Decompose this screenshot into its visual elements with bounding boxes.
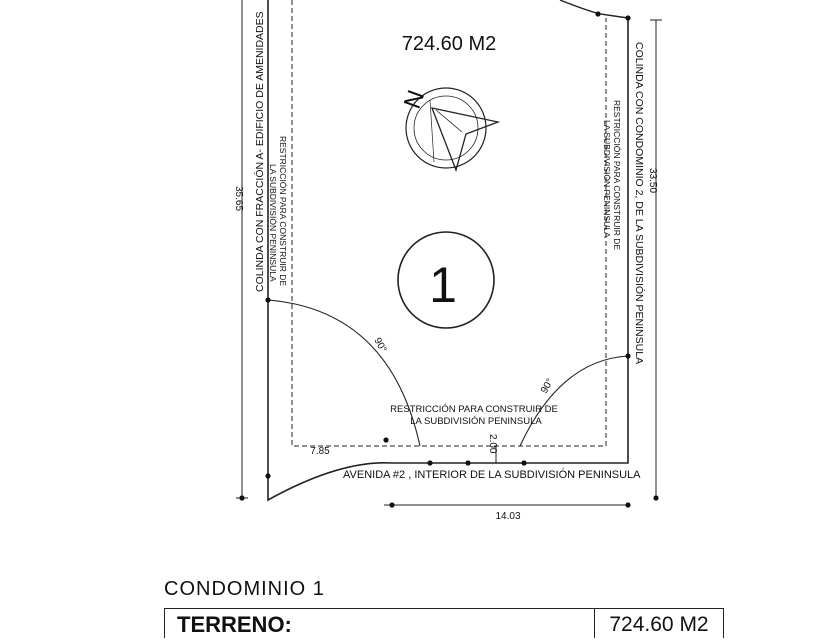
restriction-right-line-2: LA SUBDIVISIÓN PENINSULA bbox=[602, 120, 612, 238]
angle-arc-right bbox=[520, 356, 628, 446]
condominio-title: CONDOMINIO 1 bbox=[164, 578, 325, 600]
terreno-table bbox=[164, 608, 724, 638]
lot-area-label: 724.60 M2 bbox=[401, 33, 497, 55]
north-symbol-icon: N bbox=[398, 86, 431, 113]
front-length-dimension: 14.03 bbox=[495, 511, 521, 522]
lot-number-label: 1 bbox=[429, 257, 457, 313]
restriction-bottom-line-2: LA SUBDIVISIÓN PENINSULA bbox=[410, 416, 542, 427]
restriction-left-line-1: RESTRICCIÓN PARA CONSTRUIR DE bbox=[278, 136, 288, 287]
west-boundary-label: COLINDA CON FRACCIÓN A- EDIFICIO DE AMENIDADES bbox=[254, 11, 266, 292]
setback-line bbox=[292, 0, 606, 446]
restriction-right-line-1: RESTRICCIÓN PARA CONSTRUIR DE bbox=[612, 100, 622, 251]
east-length-dimension: 33.50 bbox=[647, 168, 658, 194]
restriction-bottom-line-1: RESTRICCIÓN PARA CONSTRUIR DE bbox=[390, 404, 558, 415]
restriction-left-line-2: LA SUBDIVISIÓN PENINSULA bbox=[268, 164, 278, 282]
east-boundary-label: COLINDA CON CONDOMINIO 2, DE LA SUBDIVISIÓN PENINSULA bbox=[633, 42, 645, 365]
terreno-label: TERRENO: bbox=[177, 612, 292, 637]
avenue-label: AVENIDA #2 , INTERIOR DE LA SUBDIVISIÓN PENINSULA bbox=[343, 469, 641, 481]
terreno-value: 724.60 M2 bbox=[594, 609, 723, 638]
angle-left-label: 90° bbox=[371, 336, 389, 355]
angle-arc-left bbox=[268, 300, 420, 446]
top-boundary-arc bbox=[560, 0, 628, 18]
curve-length-dimension: 7.85 bbox=[310, 446, 330, 457]
west-length-dimension: 35.65 bbox=[233, 186, 244, 212]
angle-right-label: 90° bbox=[539, 376, 557, 396]
setback-dimension: 2.00 bbox=[487, 434, 498, 454]
